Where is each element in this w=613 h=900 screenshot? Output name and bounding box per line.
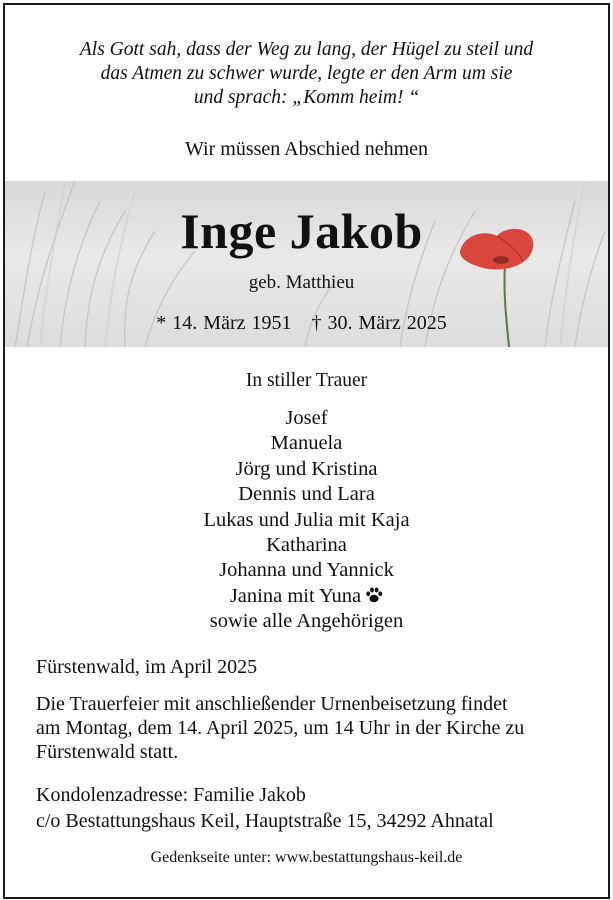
heading: Wir müssen Abschied nehmen	[184, 138, 429, 160]
ceremony-line: Die Trauerfeier mit anschließender Urnenbeisetzung findet	[36, 693, 508, 715]
mourner-with-pet	[0, 584, 613, 609]
mourner: Manuela	[270, 432, 343, 455]
ceremony-info	[36, 692, 596, 764]
mourning-intro: In stiller Trauer	[245, 370, 368, 391]
life-dates	[0, 312, 603, 335]
mourner: Johanna und Yannick	[219, 559, 394, 582]
mourner: Josef	[285, 407, 328, 429]
mourner: sowie alle Angehörigen	[209, 610, 404, 633]
memorial-page-link: Gedenkseite unter: www.bestattungshaus-keil.de	[150, 849, 463, 866]
mourner: Katharina	[266, 534, 347, 557]
quote	[0, 38, 613, 110]
paw-icon	[365, 586, 383, 604]
ceremony-line: am Montag, dem 14. April 2025, um 14 Uhr in der Kirche zu	[36, 717, 525, 739]
mourner: Dennis und Lara	[238, 483, 375, 506]
birth-date: * 14. März 1951	[156, 312, 292, 334]
quote-line: und sprach: „Komm heim! “	[193, 87, 420, 108]
ceremony-line: Fürstenwald statt.	[36, 741, 179, 763]
death-date: † 30. März 2025	[311, 312, 447, 334]
birth-name: geb. Matthieu	[248, 272, 355, 293]
condolence-line: c/o Bestattungshaus Keil, Hauptstraße 15, 34292 Ahnatal	[36, 810, 494, 832]
deceased-name: Inge Jakob	[180, 203, 423, 259]
mourner: Janina mit Yuna	[229, 584, 362, 607]
condolence-line: Kondolenzadresse: Familie Jakob	[36, 784, 306, 806]
mourners-list	[0, 406, 613, 635]
quote-line: Als Gott sah, dass der Weg zu lang, der Hügel zu steil und	[79, 39, 534, 60]
condolence-address	[36, 782, 596, 834]
mourner: Lukas und Julia mit Kaja	[203, 508, 410, 531]
quote-line: das Atmen zu schwer wurde, legte er den Arm um sie	[100, 63, 513, 84]
mourner: Jörg und Kristina	[235, 457, 378, 480]
place-date: Fürstenwald, im April 2025	[36, 656, 258, 678]
